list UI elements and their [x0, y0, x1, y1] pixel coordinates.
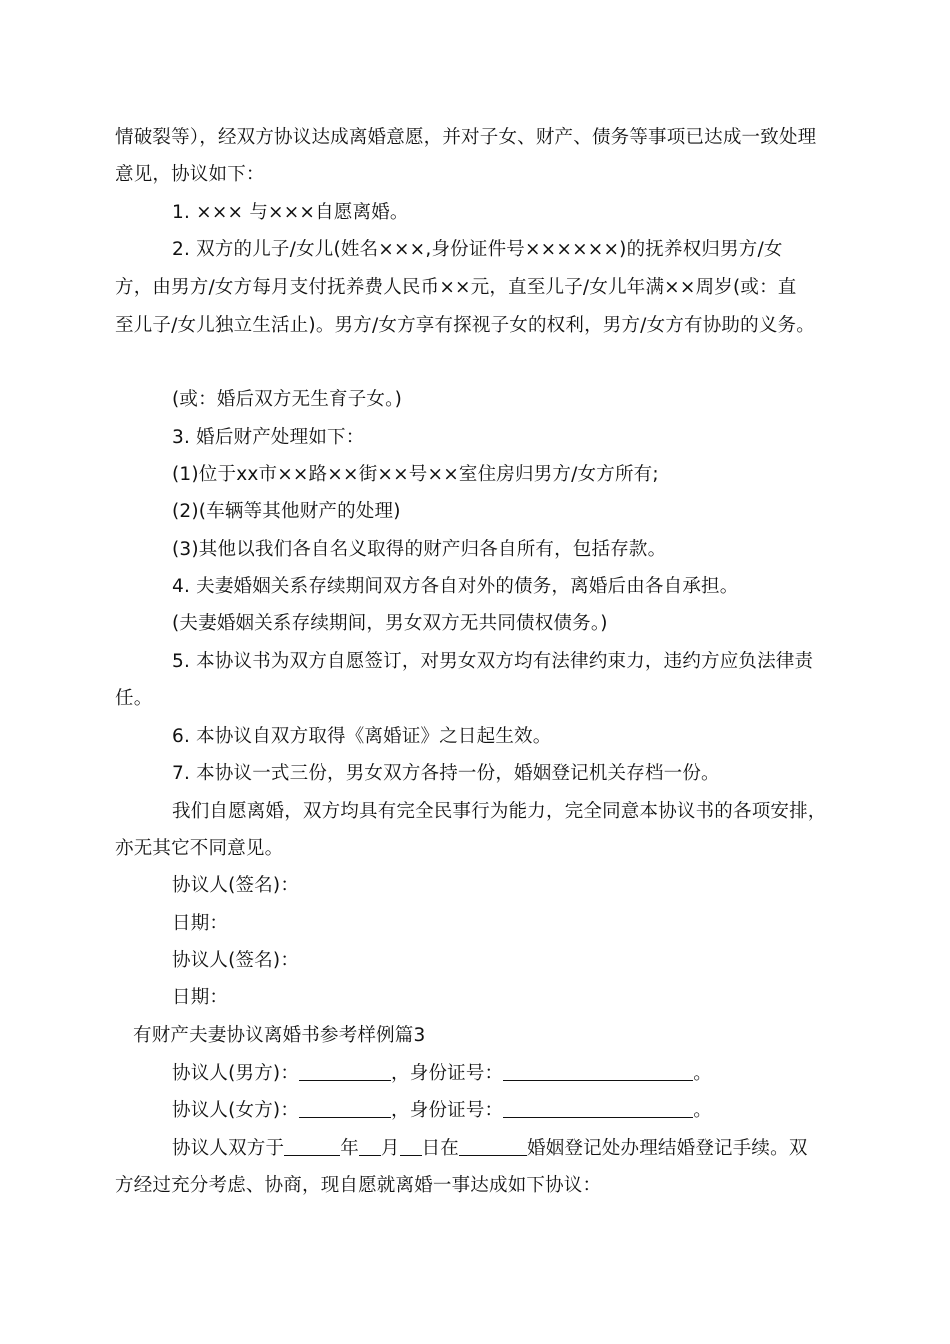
- clause-5-line-2: 任。: [115, 688, 153, 709]
- clause-2-line-2: 方，由男方/女方每月支付抚养费人民币××元，直至儿子/女儿年满××周岁(或：直: [115, 277, 797, 298]
- month-blank: [359, 1137, 381, 1156]
- clause-5-line-1: 5. 本协议书为双方自愿签订，对男女双方均有法律约束力，违约方应负法律责: [172, 651, 814, 672]
- day-blank: [400, 1137, 422, 1156]
- party-male-row: [172, 1061, 712, 1087]
- clause-3-sub-2: (2)(车辆等其他财产的处理): [172, 501, 401, 522]
- clause-3: 3. 婚后财产处理如下：: [172, 427, 365, 448]
- registration-text-e: 婚姻登记处办理结婚登记手续。双: [527, 1138, 808, 1159]
- clause-2-line-1: 2. 双方的儿子/女儿(姓名×××,身份证件号××××××)的抚养权归男方/女: [172, 239, 783, 260]
- clause-3-sub-3: (3)其他以我们各自名义取得的财产归各自所有，包括存款。: [172, 539, 667, 560]
- party-female-row: [172, 1098, 712, 1124]
- registration-text-c: 月: [380, 1138, 400, 1159]
- year-blank: [284, 1137, 340, 1156]
- party-female-label: 协议人(女方)：: [172, 1100, 300, 1121]
- male-id-blank: [503, 1062, 693, 1081]
- period: 。: [693, 1063, 712, 1084]
- clause-7: 7. 本协议一式三份，男女双方各持一份，婚姻登记机关存档一份。: [172, 763, 720, 784]
- clause-4: 4. 夫妻婚姻关系存续期间双方各自对外的债务，离婚后由各自承担。: [172, 576, 739, 597]
- date-label-1: 日期：: [172, 913, 229, 934]
- clause-1: 1. ××× 与×××自愿离婚。: [172, 202, 409, 223]
- section-title: 有财产夫妻协议离婚书参考样例篇3: [133, 1025, 426, 1046]
- id-label: ，身份证号：: [391, 1100, 504, 1121]
- female-id-blank: [503, 1099, 693, 1118]
- registration-text-a: 协议人双方于: [172, 1138, 285, 1159]
- period: 。: [693, 1100, 712, 1121]
- registry-blank: [459, 1137, 527, 1156]
- female-name-blank: [299, 1099, 391, 1118]
- clause-3-sub-1: (1)位于xx市××路××街××号××室住房归男方/女方所有;: [172, 464, 659, 485]
- date-label-2: 日期：: [172, 987, 229, 1008]
- paragraph-intro-continued-2: 意见，协议如下：: [115, 164, 265, 185]
- statement-line-2: 亦无其它不同意见。: [115, 838, 284, 859]
- registration-text-d: 日在: [421, 1138, 460, 1159]
- clause-2-line-3: 至儿子/女儿独立生活止)。男方/女方享有探视子女的权利，男方/女方有协助的义务。: [115, 315, 815, 336]
- paragraph-intro-continued: 情破裂等），经双方协议达成离婚意愿，并对子女、财产、债务等事项已达成一致处理: [115, 127, 817, 148]
- id-label: ，身份证号：: [391, 1063, 504, 1084]
- registration-text-b: 年: [340, 1138, 359, 1159]
- clause-2-alternative: (或：婚后双方无生育子女。): [172, 389, 402, 410]
- male-name-blank: [299, 1062, 391, 1081]
- registration-line-2: 方经过充分考虑、协商，现自愿就离婚一事达成如下协议：: [115, 1175, 602, 1196]
- party-male-label: 协议人(男方)：: [172, 1063, 300, 1084]
- clause-4-alternative: (夫妻婚姻关系存续期间，男女双方无共同债权债务。): [172, 613, 608, 634]
- signature-label-1: 协议人(签名)：: [172, 875, 300, 896]
- statement-line-1: 我们自愿离婚，双方均具有完全民事行为能力，完全同意本协议书的各项安排，: [172, 801, 827, 822]
- clause-6: 6. 本协议自双方取得《离婚证》之日起生效。: [172, 726, 552, 747]
- registration-line-1: [172, 1136, 808, 1162]
- signature-label-2: 协议人(签名)：: [172, 950, 300, 971]
